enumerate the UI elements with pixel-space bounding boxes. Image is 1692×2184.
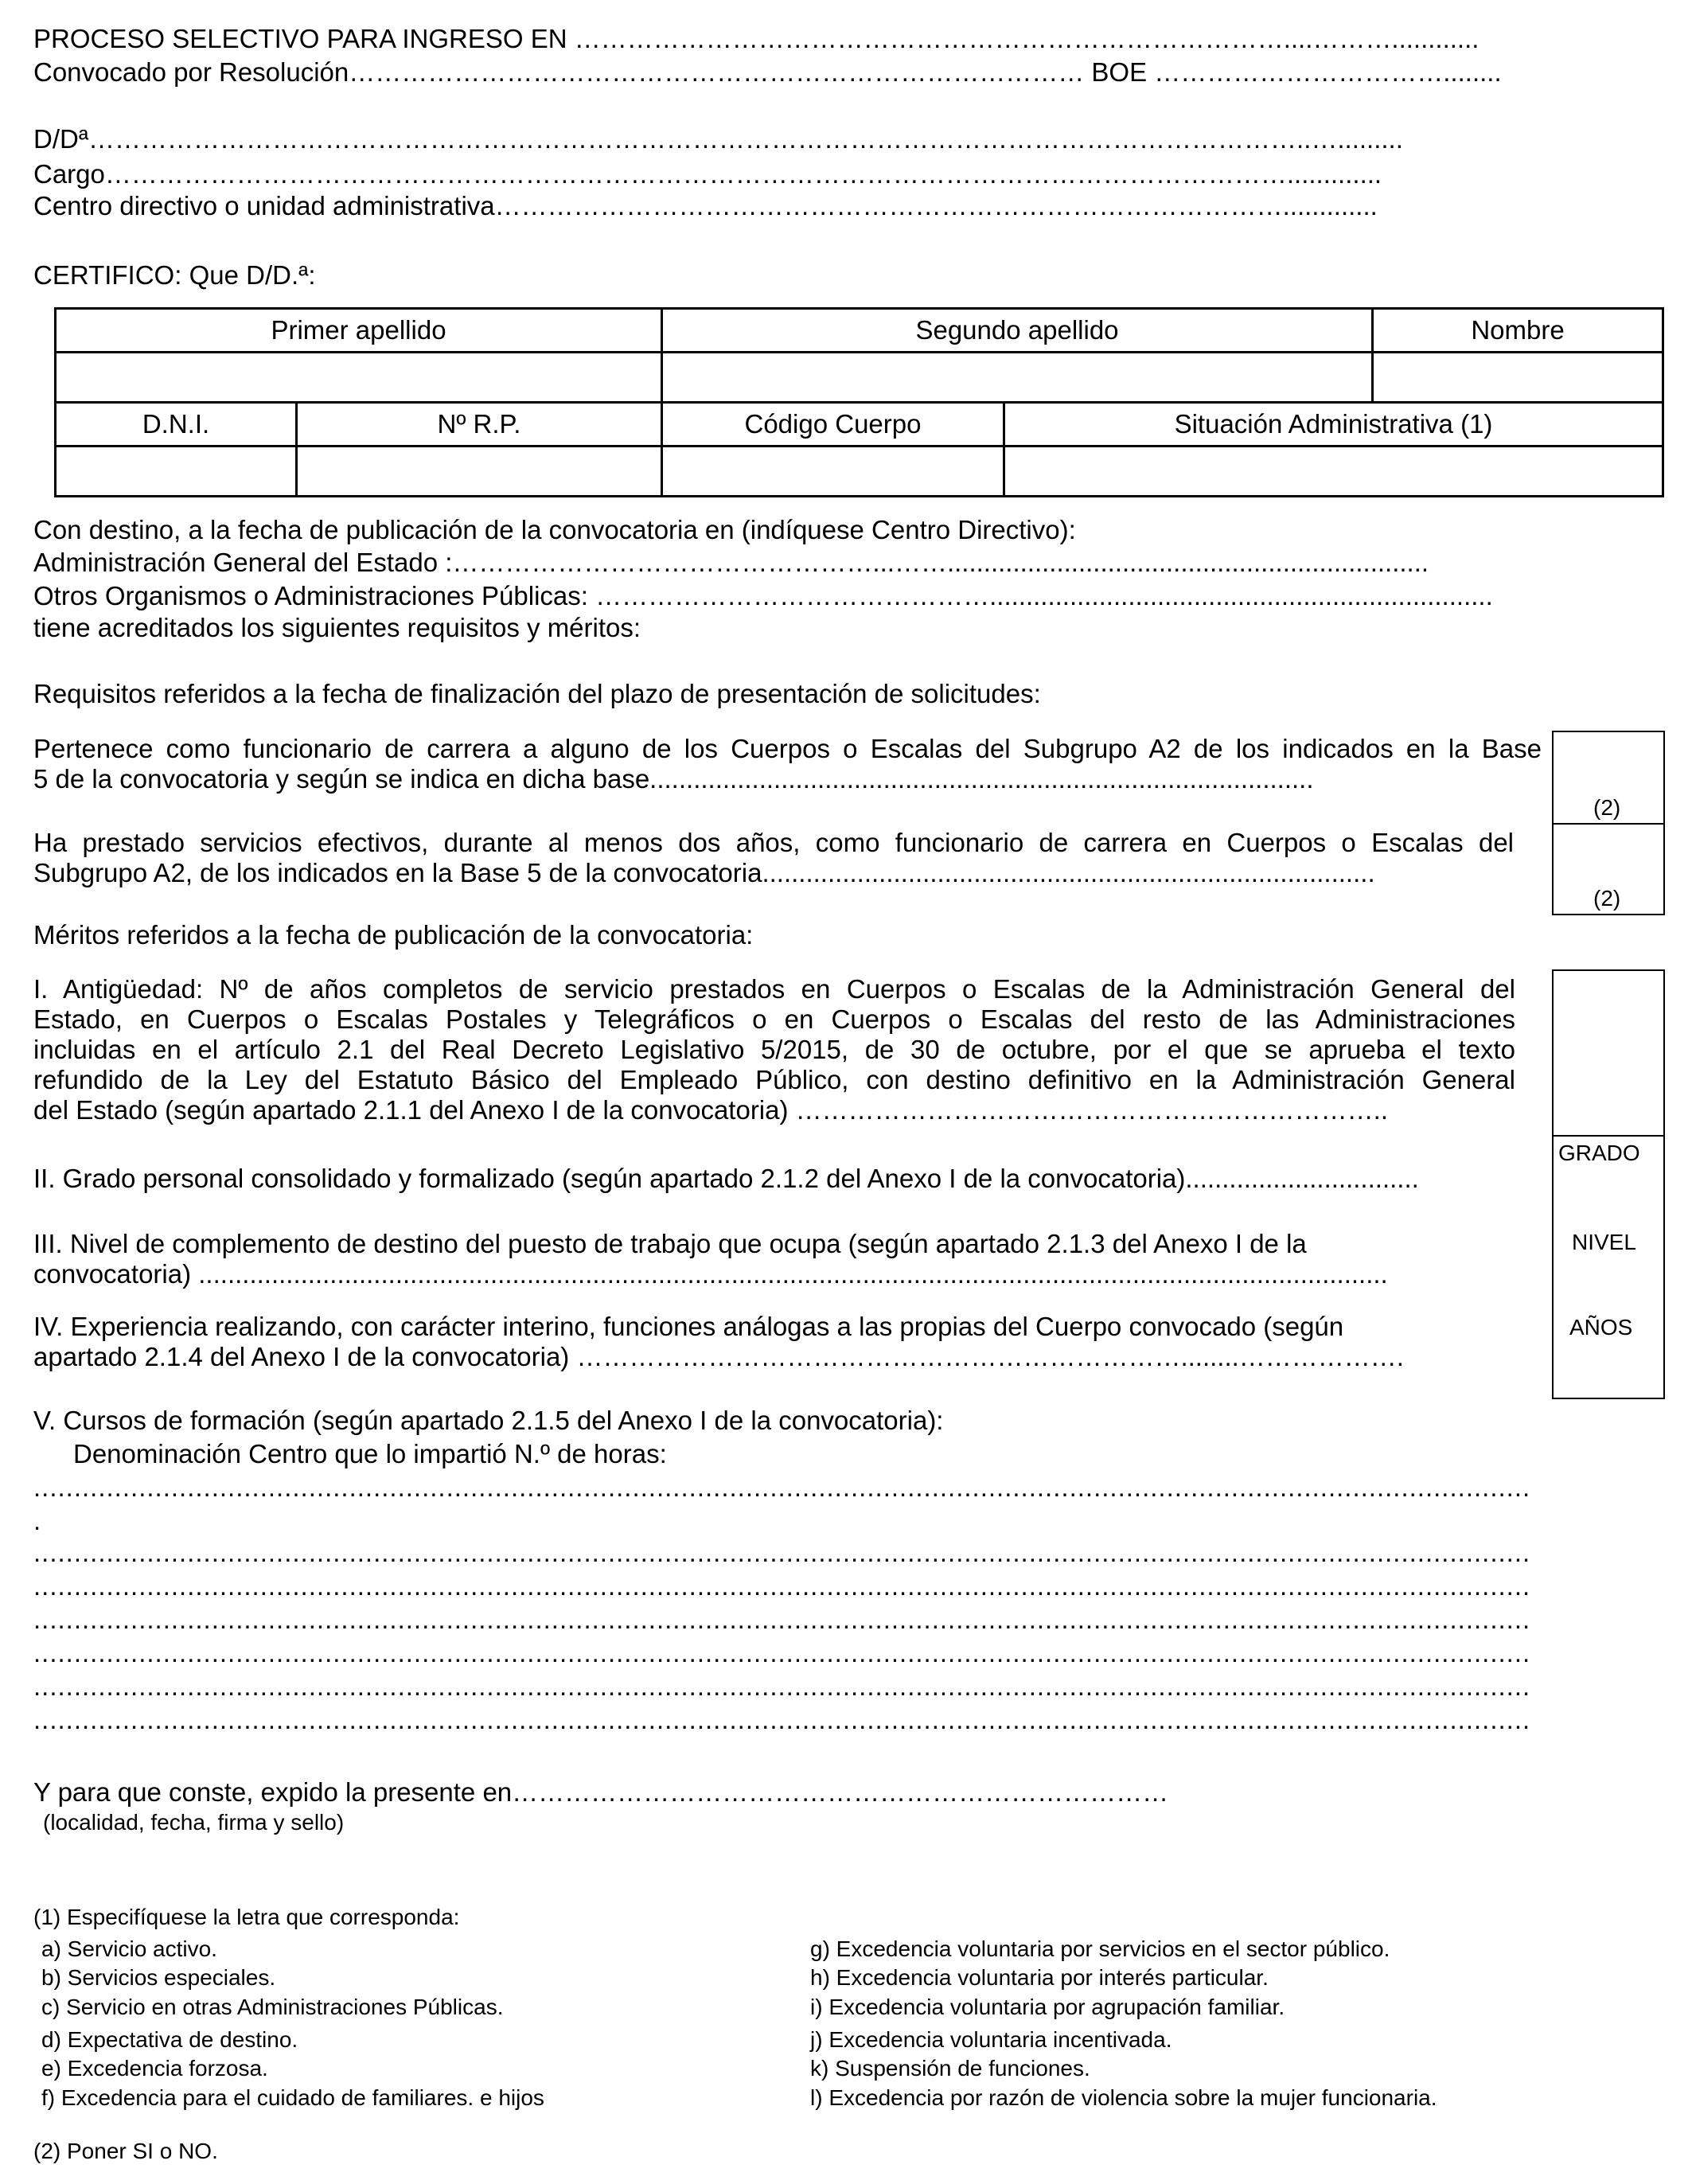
identity-table xyxy=(54,307,1664,497)
requisito-1-answer-note: (2) xyxy=(1593,795,1621,820)
requisitos-box-divider xyxy=(1552,823,1665,825)
centro-line: Centro directivo o unidad administrativa………………………………………………………………………………............. xyxy=(33,191,1378,220)
destino-line: Con destino, a la fecha de publicación de la convocatoria en (indíquese Centro Directivo): xyxy=(33,515,1076,544)
nrp-field[interactable] xyxy=(297,447,662,497)
dd-line: D/Dª…………………………………………………………………………………………………………………………..…......... xyxy=(33,124,1403,154)
curso-dotted-line[interactable]: ......................................................................................................................................................................................... xyxy=(33,1472,1531,1502)
merito-antiguedad-line: Estado, en Cuerpos o Escalas Postales y Telegráficos o en Cuerpos o Escalas del resto de las Administraciones xyxy=(33,1004,1515,1034)
certifico-label: CERTIFICO: Que D/D.ª: xyxy=(33,260,316,290)
nrp-header: Nº R.P. xyxy=(297,403,662,447)
codigo-cuerpo-field[interactable] xyxy=(662,447,1004,497)
expido-line: Y para que conste, expido la presente en………………………………………………………………… xyxy=(33,1777,1169,1807)
curso-dotted-line[interactable]: ......................................................................................................................................................................................... xyxy=(33,1705,1531,1734)
primer-apellido-header: Primer apellido xyxy=(56,309,662,353)
note-option: g) Excedencia voluntaria por servicios en el sector público. xyxy=(810,1936,1390,1961)
cursos-title: V. Cursos de formación (según apartado 2.1.5 del Anexo I de la convocatoria): xyxy=(33,1406,944,1435)
requisito-2-line: Ha prestado servicios efectivos, durante al menos dos años, como funcionario de carrera en Cuerpos o Escalas del xyxy=(33,828,1514,857)
localidad-note: (localidad, fecha, firma y sello) xyxy=(43,1810,345,1835)
merito-antiguedad-line: incluidas en el artículo 2.1 del Real Decreto Legislativo 5/2015, de 30 de octubre, por el que se aprueba el texto xyxy=(33,1035,1515,1064)
otros-line: Otros Organismos o Administraciones Públicas: ………………………………………..................................................................... xyxy=(33,581,1493,610)
merito-nivel-line: III. Nivel de complemento de destino del puesto de trabajo que ocupa (según apartado 2.1.3 del Anexo I de la xyxy=(33,1229,1307,1258)
convocado-line: Convocado por Resolución………………………………………………………………………… BOE ……………………………........ xyxy=(33,57,1502,87)
merito-experiencia-line: apartado 2.1.4 del Anexo I de la convocatoria) ……………………………………………………………........………………. xyxy=(33,1342,1404,1371)
situacion-header: Situación Administrativa (1) xyxy=(1004,403,1663,447)
nombre-header: Nombre xyxy=(1373,309,1663,353)
merito-nivel xyxy=(33,1229,1530,1289)
requisitos-title: Requisitos referidos a la fecha de finalización del plazo de presentación de solicitudes: xyxy=(33,679,1041,708)
requisito-1 xyxy=(33,734,1542,794)
merito-experiencia-line: IV. Experiencia realizando, con carácter interino, funciones análogas a las propias del Cuerpo convocado (según xyxy=(33,1312,1344,1341)
note-option: f) Excedencia para el cuidado de familiares. e hijos xyxy=(41,2085,544,2110)
primer-apellido-field[interactable] xyxy=(56,353,662,403)
nombre-field[interactable] xyxy=(1373,353,1663,403)
note-option: a) Servicio activo. xyxy=(41,1936,217,1961)
note-option: h) Excedencia voluntaria por interés particular. xyxy=(810,1965,1269,1990)
curso-dotted-line[interactable]: ......................................................................................................................................................................................... xyxy=(33,1538,1531,1567)
nivel-label: NIVEL xyxy=(1572,1230,1636,1254)
note-2: (2) Poner SI o NO. xyxy=(33,2139,218,2163)
requisito-2 xyxy=(33,828,1514,888)
situacion-field[interactable] xyxy=(1004,447,1663,497)
curso-dotted-line[interactable]: ......................................................................................................................................................................................... xyxy=(33,1638,1531,1667)
requisito-1-line: Pertenece como funcionario de carrera a alguno de los Cuerpos o Escalas del Subgrupo A2 de los indicados en la Base xyxy=(33,734,1542,763)
note-option: e) Excedencia forzosa. xyxy=(41,2056,268,2081)
grado-label: GRADO xyxy=(1558,1141,1640,1165)
note-1-title: (1) Especifíquese la letra que corresponda: xyxy=(33,1905,460,1929)
cursos-columns: Denominación Centro que lo impartió N.º de horas: xyxy=(73,1439,667,1468)
note-option: k) Suspensión de funciones. xyxy=(810,2056,1090,2081)
merito-grado: II. Grado personal consolidado y formalizado (según apartado 2.1.2 del Anexo I de la convocatoria)................................ xyxy=(33,1164,1419,1193)
merito-experiencia xyxy=(33,1312,1530,1372)
dni-field[interactable] xyxy=(56,447,297,497)
segundo-apellido-header: Segundo apellido xyxy=(662,309,1373,353)
meritos-box-divider xyxy=(1552,1135,1665,1137)
table-header-row xyxy=(56,403,1663,447)
curso-dotted-line[interactable]: ......................................................................................................................................................................................... xyxy=(33,1571,1531,1601)
segundo-apellido-field[interactable] xyxy=(662,353,1373,403)
table-row xyxy=(56,447,1663,497)
acreditados-line: tiene acreditados los siguientes requisitos y méritos: xyxy=(33,613,641,642)
codigo-cuerpo-header: Código Cuerpo xyxy=(662,403,1004,447)
requisito-2-line: Subgrupo A2, de los indicados en la Base 5 de la convocatoria.................................................................................... xyxy=(33,858,1375,887)
single-dot: . xyxy=(33,1506,41,1535)
curso-dotted-line[interactable]: ......................................................................................................................................................................................... xyxy=(33,1605,1531,1634)
anos-label: AÑOS xyxy=(1569,1315,1633,1340)
note-option: c) Servicio en otras Administraciones Públicas. xyxy=(41,1995,504,2019)
dni-header: D.N.I. xyxy=(56,403,297,447)
cargo-line: Cargo………………………………………………………………………………………………………………………............. xyxy=(33,159,1382,189)
note-option: d) Expectativa de destino. xyxy=(41,2027,298,2052)
merito-antiguedad-line: del Estado (según apartado 2.1.1 del Anexo I de la convocatoria) ………………………………………………………….. xyxy=(33,1095,1388,1125)
merito-antiguedad xyxy=(33,974,1515,1125)
proceso-line: PROCESO SELECTIVO PARA INGRESO EN ………………………………………………………………………....………............ xyxy=(33,24,1480,53)
requisito-2-answer-note: (2) xyxy=(1593,886,1621,911)
merito-antiguedad-line: refundido de la Ley del Estatuto Básico del Empleado Público, con destino definitivo en la Administración General xyxy=(33,1065,1515,1094)
curso-dotted-line[interactable]: ......................................................................................................................................................................................... xyxy=(33,1671,1531,1701)
note-option: l) Excedencia por razón de violencia sobre la mujer funcionaria. xyxy=(810,2085,1437,2110)
table-row xyxy=(56,353,1663,403)
age-line: Administración General del Estado :…………………………………………...…….................................................................. xyxy=(33,548,1429,577)
note-option: b) Servicios especiales. xyxy=(41,1965,276,1990)
note-option: j) Excedencia voluntaria incentivada. xyxy=(810,2027,1172,2052)
note-option: i) Excedencia voluntaria por agrupación familiar. xyxy=(810,1995,1285,2019)
table-header-row xyxy=(56,309,1663,353)
merito-antiguedad-line: I. Antigüedad: Nº de años completos de servicio prestados en Cuerpos o Escalas de la Administración General del xyxy=(33,974,1515,1004)
merito-nivel-line: convocatoria) ................................................................................................................................................................... xyxy=(33,1259,1388,1289)
requisito-1-line: 5 de la convocatoria y según se indica en dicha base........................................................................................... xyxy=(33,764,1314,794)
meritos-title: Méritos referidos a la fecha de publicación de la convocatoria: xyxy=(33,920,754,950)
